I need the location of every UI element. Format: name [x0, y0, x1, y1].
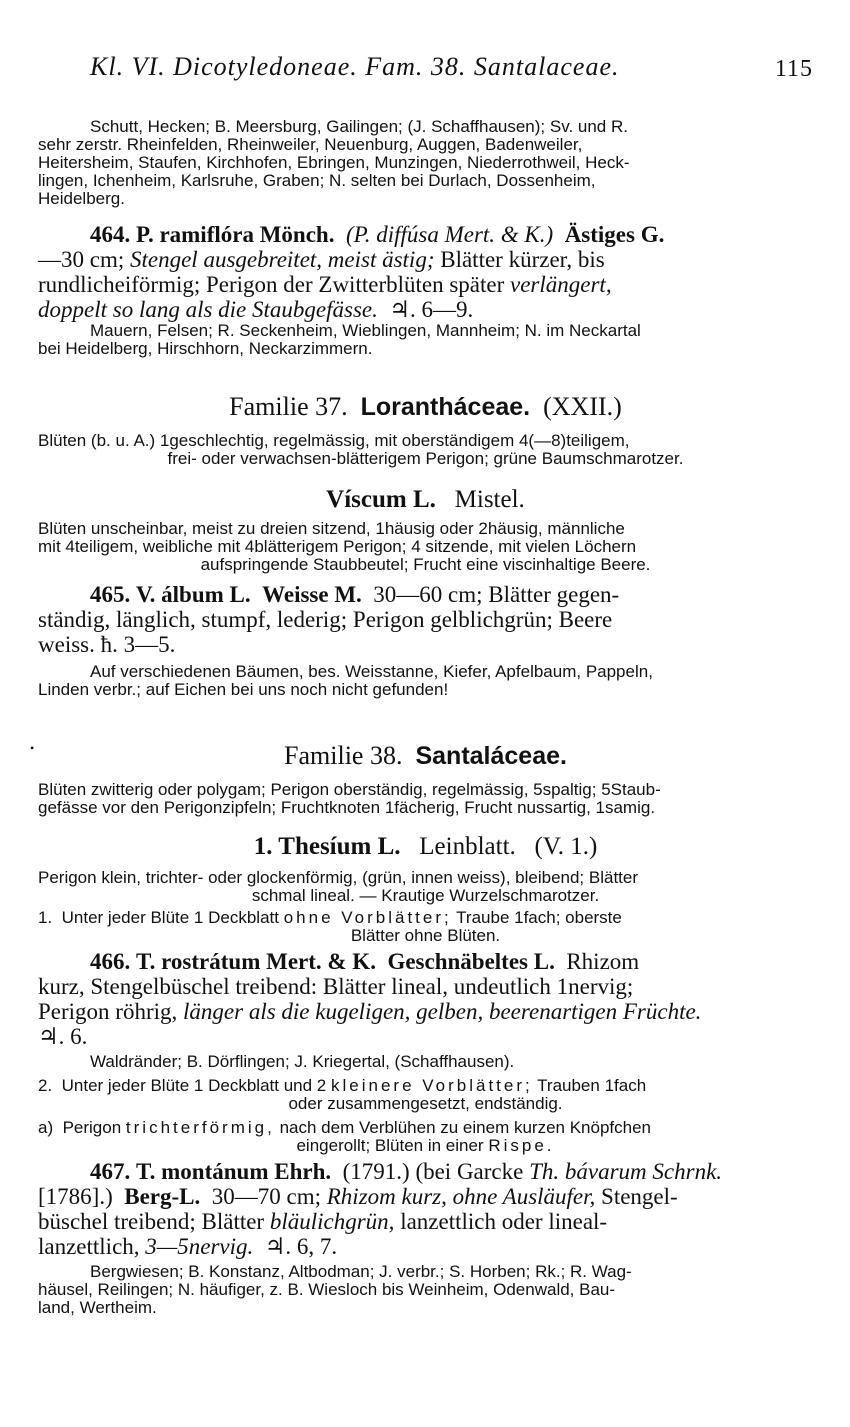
species-entry-465: [38, 582, 813, 699]
key-text: Blätter ohne Blüten.: [350, 926, 501, 945]
description: [1786].): [38, 1184, 113, 1209]
family-prefix: Familie 37.: [229, 392, 348, 421]
common-name: Geschnäbeltes L.: [387, 949, 555, 974]
locality-line: lingen, Ichenheim, Karlsruhe, Graben; N. selten bei Durlach, Dossenheim,: [38, 171, 596, 190]
description-italic: Rhizom kurz, ohne Ausläufer,: [326, 1184, 596, 1209]
locality-line: Heidelberg.: [38, 189, 125, 208]
description-line: frei- oder verwachsen-blätterigem Perigon; grüne Baumschmarotzer.: [167, 449, 684, 468]
description-italic: länger als die kugeligen, gelben, beerenartigen Früchte.: [183, 999, 702, 1024]
key-text: eingerollt; Blüten in einer: [296, 1136, 484, 1155]
genus-heading-thesium: [38, 833, 813, 861]
running-title: Kl. VI. Dicotyledoneae. Fam. 38. Santalaceae.: [90, 52, 620, 81]
family-description: [38, 432, 813, 468]
species-name: P. ramiflóra Mönch.: [136, 222, 335, 247]
species-number: 465.: [90, 582, 131, 607]
entry-line: [38, 582, 813, 607]
genus-name: 1. Thesíum L.: [253, 833, 401, 860]
description-line: mit 4teiligem, weibliche mit 4blätterigem Perigon; 4 sitzende, mit vielen Löchern: [38, 537, 637, 556]
locality-line: häusel, Reilingen; N. häufiger, z. B. Wiesloch bis Weinheim, Odenwald, Bau-: [38, 1280, 616, 1299]
description-italic: Th. bávarum Schrnk.: [529, 1159, 723, 1184]
family-description: [38, 781, 813, 817]
entry-line: [38, 999, 813, 1024]
species-entry-467: [38, 1159, 813, 1317]
entry-line: [38, 297, 813, 322]
height: 30—70 cm;: [211, 1184, 321, 1209]
species-entry-464: [38, 222, 813, 358]
entry-line: [38, 1184, 813, 1209]
species-name: V. álbum L.: [136, 582, 251, 607]
entry-line: [38, 222, 813, 247]
genus-common-name: Mistel.: [454, 486, 525, 513]
locality-line: land, Wertheim.: [38, 1298, 157, 1317]
description: lanzettlich,: [38, 1234, 140, 1259]
species-name: T. montánum Ehrh.: [136, 1159, 332, 1184]
description: Perigon röhrig,: [38, 999, 178, 1024]
locality-line: Auf verschiedenen Bäumen, bes. Weisstanne, Kiefer, Apfelbaum, Pappeln,: [90, 662, 653, 681]
height: —30 cm;: [38, 247, 125, 272]
flowering-time: ♃. 6—9.: [389, 297, 474, 322]
entry-line: weiss. ħ. 3—5.: [38, 632, 176, 657]
key-number: 2.: [38, 1076, 53, 1095]
locality-line: Linden verbr.; auf Eichen bei uns noch nicht gefunden!: [38, 680, 449, 699]
key-lead-2: [38, 1077, 813, 1113]
description: 30—60 cm; Blätter gegen-: [373, 582, 620, 607]
key-text-spaced: Rispe.: [488, 1136, 555, 1155]
entry-line: kurz, Stengelbüschel treibend: Blätter lineal, undeutlich 1nervig;: [38, 974, 634, 999]
description: lanzettlich oder lineal-: [400, 1209, 608, 1234]
family-heading-37: [38, 392, 813, 422]
entry-line: [38, 949, 813, 974]
locality-line: Mauern, Felsen; R. Seckenheim, Wieblingen, Mannheim; N. im Neckartal: [90, 321, 641, 340]
family-name: Lorantháceae.: [360, 393, 531, 421]
species-number: 467.: [90, 1159, 131, 1184]
key-text: oder zusammengesetzt, endständig.: [288, 1094, 563, 1113]
flowering-time: ♃. 6, 7.: [264, 1234, 338, 1259]
entry-line: ständig, länglich, stumpf, lederig; Perigon gelblichgrün; Beere: [38, 607, 613, 632]
linnaean-class: (V. 1.): [534, 833, 598, 860]
key-number: a): [38, 1118, 54, 1137]
key-text-spaced: ohne Vorblätter;: [283, 908, 452, 927]
genus-description: [38, 520, 813, 574]
description: Blätter kürzer, bis: [440, 247, 605, 272]
synonym: (P. diffúsa Mert. & K.): [345, 222, 554, 247]
species-number: 464.: [90, 222, 131, 247]
key-text: Trauben 1fach: [537, 1076, 647, 1095]
family-heading-38: [30, 741, 813, 771]
species-number: 466.: [90, 949, 131, 974]
family-prefix: Familie 38.: [284, 741, 403, 770]
entry-line: [38, 247, 813, 272]
genus-heading-viscum: [38, 486, 813, 514]
entry-line: [38, 1209, 813, 1234]
family-name: Santaláceae.: [415, 742, 567, 770]
key-text: Unter jeder Blüte 1 Deckblatt und 2: [61, 1076, 327, 1095]
description-italic: doppelt so lang als die Staubgefässe.: [38, 297, 378, 322]
description-line: gefässe vor den Perigonzipfeln; Fruchtknoten 1fächerig, Frucht nussartig, 1samig.: [38, 798, 656, 817]
key-text-spaced: trichterförmig,: [125, 1118, 275, 1137]
key-text: Unter jeder Blüte 1 Deckblatt: [61, 908, 279, 927]
key-text: Traube 1fach; oberste: [456, 908, 622, 927]
key-text: Perigon: [62, 1118, 122, 1137]
common-name: Weisse M.: [262, 582, 362, 607]
entry-line: [38, 1234, 813, 1259]
description: rundlicheiförmig; Perigon der Zwitterblüten später: [38, 272, 505, 297]
description: büschel treibend; Blätter: [38, 1209, 265, 1234]
entry-line: [38, 1159, 813, 1184]
description-line: Blüten zwitterig oder polygam; Perigon oberständig, regelmässig, 5spaltig; 5Staub-: [38, 780, 661, 799]
genus-common-name: Leinblatt.: [419, 833, 516, 860]
entry-line: ♃. 6.: [38, 1024, 88, 1049]
description-italic: bläulichgrün,: [269, 1209, 395, 1234]
page-header: [38, 52, 813, 100]
key-text-spaced: kleinere Vorblätter;: [330, 1076, 533, 1095]
common-name: Ästiges G.: [564, 222, 665, 247]
description-line: schmal lineal. — Krautige Wurzelschmarotzer.: [251, 886, 600, 905]
page-number: 115: [774, 56, 813, 82]
description: (1791.) (bei Garcke: [342, 1159, 524, 1184]
description-line: Blüten unscheinbar, meist zu dreien sitzend, 1häusig oder 2häusig, männliche: [38, 519, 625, 538]
description-line: Blüten (b. u. A.) 1geschlechtig, regelmässig, mit oberständigem 4(—8)teiligem,: [38, 431, 630, 450]
common-name: Berg-L.: [124, 1184, 201, 1209]
locality-line: Waldränder; B. Dörflingen; J. Kriegertal, (Schaffhausen).: [90, 1052, 515, 1071]
genus-name: Víscum L.: [326, 486, 436, 513]
description-italic: Stengel ausgebreitet, meist ästig;: [130, 247, 435, 272]
locality-block-1: [38, 118, 813, 208]
entry-line: [38, 272, 813, 297]
description-italic: 3—5nervig.: [145, 1234, 254, 1259]
margin-dot: •: [30, 741, 35, 755]
locality-line: bei Heidelberg, Hirschhorn, Neckarzimmern.: [38, 339, 373, 358]
description-italic: verlängert,: [510, 272, 612, 297]
key-number: 1.: [38, 908, 53, 927]
locality-line: sehr zerstr. Rheinfelden, Rheinweiler, Neuenburg, Auggen, Badenweiler,: [38, 135, 583, 154]
species-name: T. rostrátum Mert. & K.: [136, 949, 376, 974]
key-continuation: [38, 1137, 813, 1155]
genus-description: [38, 869, 813, 905]
species-entry-466: [38, 949, 813, 1071]
locality-line: Schutt, Hecken; B. Meersburg, Gailingen; (J. Schaffhausen); Sv. und R.: [90, 117, 628, 136]
locality-line: Bergwiesen; B. Konstanz, Altbodman; J. verbr.; S. Horben; Rk.; R. Wag-: [90, 1262, 632, 1281]
description-line: Perigon klein, trichter- oder glockenförmig, (grün, innen weiss), bleibend; Blätter: [38, 868, 639, 887]
book-page: [30, 52, 813, 1317]
key-lead-1: [38, 909, 813, 945]
family-class: (XXII.): [543, 392, 622, 421]
locality-line: Heitersheim, Staufen, Kirchhofen, Ebringen, Munzingen, Niederrothweil, Heck-: [38, 153, 630, 172]
key-text: nach dem Verblühen zu einem kurzen Knöpfchen: [279, 1118, 651, 1137]
description-line: aufspringende Staubbeutel; Frucht eine viscinhaltige Beere.: [200, 555, 651, 574]
description: Rhizom: [566, 949, 640, 974]
key-lead-a: [38, 1119, 813, 1155]
description: Stengel-: [601, 1184, 678, 1209]
